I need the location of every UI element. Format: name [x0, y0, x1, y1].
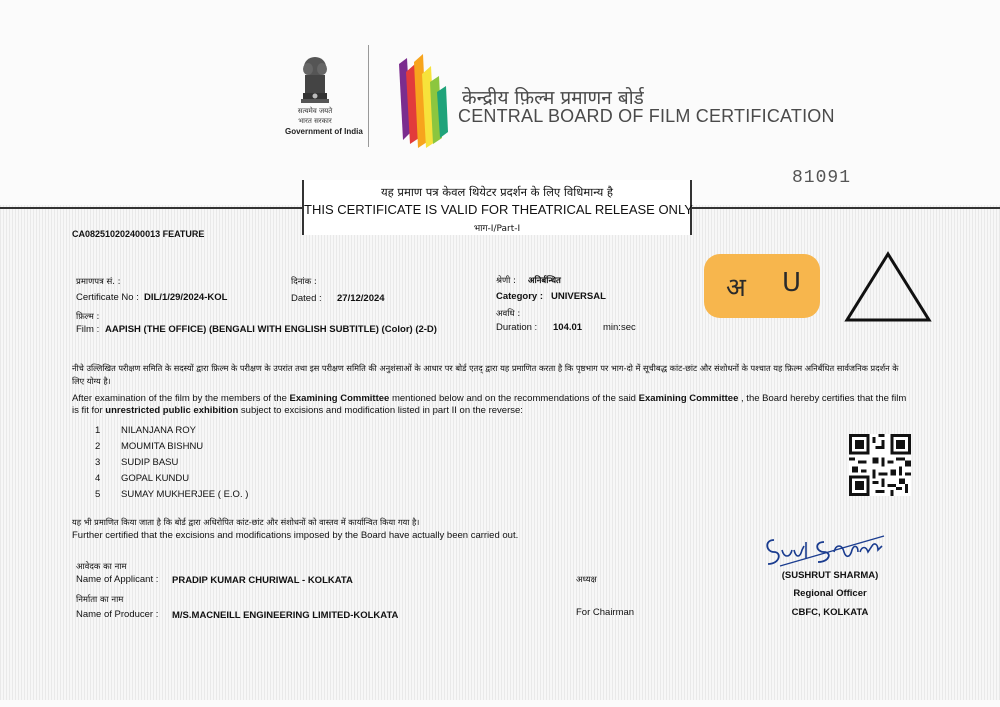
member-name: GOPAL KUNDU	[121, 473, 190, 484]
member-number: 5	[95, 489, 101, 500]
board-name-hindi: केन्द्रीय फ़िल्म प्रमाणन बोर्ड	[462, 87, 644, 109]
paragraph-text: After examination of the film by the members of the	[72, 393, 290, 404]
cert-no-label: Certificate No :	[76, 292, 139, 303]
producer-label: Name of Producer :	[76, 609, 159, 620]
signatory-name: (SUSHRUT SHARMA)	[781, 570, 879, 581]
duration-label: Duration :	[496, 322, 538, 333]
paragraph-text: , the Board hereby certifies that the film is fit for	[72, 393, 907, 416]
emblem-motto: सत्यमेव जयते	[297, 107, 333, 115]
cert-no-label-hindi: प्रमाणपत्र सं. :	[76, 277, 121, 287]
lion-capital-icon	[297, 55, 333, 107]
duration-value: 104.01	[553, 322, 583, 333]
certification-paragraph-english	[72, 393, 912, 417]
signatory-office: CBFC, KOLKATA	[791, 607, 869, 618]
signatory-title: Regional Officer	[793, 588, 867, 599]
chairman-label: For Chairman	[576, 607, 635, 618]
notice-hindi: यह प्रमाण पत्र केवल थियेटर प्रदर्शन के लिए विधिमान्य है	[380, 185, 614, 199]
member-number: 4	[95, 473, 101, 484]
further-certified-english: Further certified that the excisions and modifications imposed by the Board have actually been carried out.	[72, 530, 519, 541]
serial-number: 81091	[792, 168, 852, 188]
certification-paragraph-hindi: नीचे उल्लिखित परीक्षण समिति के सदस्यों द्वारा फ़िल्म के परीक्षण के उपरांत तथा इस परीक्षण समिति की अनुशंसाओं के आधार पर बोर्ड एतद् द्वारा यह प्रमाणित करता है कि पृष्ठभाग पर भाग-दो में सूचीबद्ध कांट-छांट और संशोधनों के पश्चात यह फ़िल्म अनिर्बंधित सार्वजनिक प्रदर्शन के लिए योग्य है।	[72, 363, 899, 386]
member-name: SUMAY MUKHERJEE ( E.O. )	[121, 489, 249, 500]
category-label: Category :	[496, 291, 543, 302]
member-name: SUDIP BASU	[121, 457, 179, 468]
member-number: 1	[95, 425, 101, 436]
member-number: 3	[95, 457, 101, 468]
applicant-value: PRADIP KUMAR CHURIWAL - KOLKATA	[172, 575, 353, 586]
date-label-hindi: दिनांक :	[291, 277, 317, 287]
duration-unit: min:sec	[603, 322, 636, 333]
paragraph-bold: Examining Committee	[638, 393, 739, 404]
further-certified-hindi: यह भी प्रमाणित किया जाता है कि बोर्ड द्वारा अधिरोपित कांट-छांट और संशोधनों को वास्तव में कार्यान्वित किया गया है।	[72, 517, 420, 527]
date-value: 27/12/2024	[337, 293, 385, 304]
rating-english: U	[782, 268, 802, 298]
validity-notice	[302, 180, 692, 235]
signature-image	[760, 528, 890, 570]
triangle-symbol-icon	[843, 250, 933, 324]
qr-code-icon	[849, 434, 911, 496]
part-label: भाग-I/Part-I	[473, 224, 521, 234]
member-number: 2	[95, 441, 101, 452]
chairman-label-hindi: अध्यक्ष	[576, 575, 597, 585]
paragraph-bold: Examining Committee	[289, 393, 390, 404]
emblem-country-hindi: भारत सरकार	[298, 117, 332, 125]
film-label: Film :	[76, 324, 100, 335]
film-label-hindi: फ़िल्म :	[76, 312, 100, 322]
header-rule-left	[0, 207, 302, 209]
national-emblem	[285, 55, 363, 145]
paragraph-text: mentioned below and on the recommendations of the said	[389, 393, 639, 404]
film-title: AAPISH (THE OFFICE) (BENGALI WITH ENGLISH SUBTITLE) (Color) (2-D)	[105, 324, 437, 335]
category-value-hindi: अनिर्बन्धित	[528, 276, 561, 286]
cert-no-value: DIL/1/29/2024-KOL	[144, 292, 228, 303]
paragraph-text: subject to excisions and modification listed in part II on the reverse:	[238, 405, 523, 416]
emblem-country-english: Government of India	[285, 127, 363, 136]
member-name: NILANJANA ROY	[121, 425, 196, 436]
paragraph-bold: unrestricted public exhibition	[105, 405, 239, 416]
date-label: Dated :	[291, 293, 322, 304]
member-name: MOUMITA BISHNU	[121, 441, 204, 452]
rating-hindi: अ	[726, 273, 746, 303]
cbfc-logo-icon	[393, 52, 451, 152]
applicant-label: Name of Applicant :	[76, 574, 159, 585]
duration-label-hindi: अवधि :	[496, 309, 521, 319]
header-rule-right	[688, 207, 1000, 209]
reference-code: CA082510202400013 FEATURE	[72, 229, 205, 239]
category-value: UNIVERSAL	[551, 291, 606, 302]
header-divider	[368, 45, 369, 147]
category-label-hindi: श्रेणी :	[496, 276, 516, 286]
rating-badge	[704, 254, 820, 318]
board-name-english: CENTRAL BOARD OF FILM CERTIFICATION	[458, 106, 835, 126]
producer-value: M/S.MACNEILL ENGINEERING LIMITED-KOLKATA	[172, 610, 399, 621]
producer-label-hindi: निर्माता का नाम	[76, 595, 124, 605]
applicant-label-hindi: आवेदक का नाम	[76, 562, 127, 572]
notice-english: THIS CERTIFICATE IS VALID FOR THEATRICAL RELEASE ONLY	[304, 202, 693, 217]
